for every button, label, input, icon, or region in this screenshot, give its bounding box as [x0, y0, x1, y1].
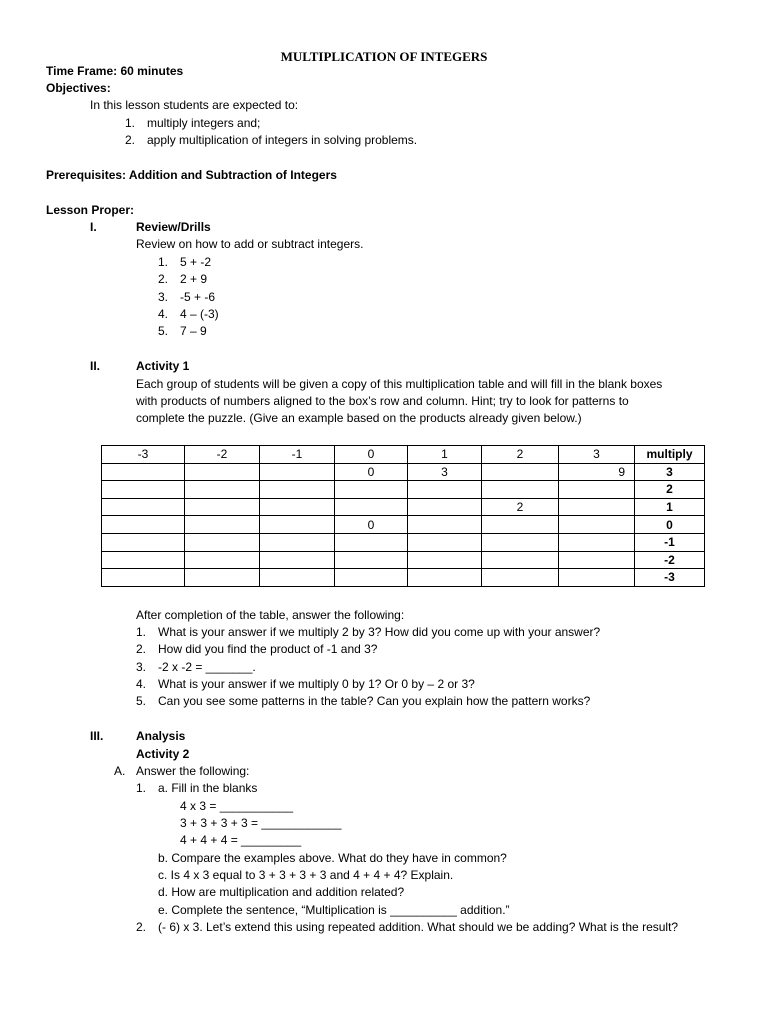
table-cell [559, 533, 635, 551]
table-cell: 0 [335, 516, 408, 534]
table-cell [408, 551, 482, 569]
table-cell [559, 551, 635, 569]
activity-1-paragraph-line: Each group of students will be given a copy of this multiplication table and will fill in the blank boxes [136, 377, 663, 391]
table-cell [102, 533, 185, 551]
table-cell: 0 [335, 463, 408, 481]
question-number: 2. [136, 642, 147, 656]
table-row [102, 481, 705, 499]
section-3-heading: Analysis [136, 729, 186, 743]
table-header-cell: -3 [102, 446, 185, 464]
section-1-intro: Review on how to add or subtract integers. [136, 237, 364, 251]
activity-1-paragraph-line: complete the puzzle. (Give an example based on the products already given below.) [136, 411, 582, 425]
drill-number: 3. [158, 290, 169, 304]
drill-text: -5 + -6 [180, 290, 216, 304]
table-cell [559, 516, 635, 534]
table-cell [102, 498, 185, 516]
table-row-factor: -3 [635, 569, 705, 587]
item-1-number: 1. [136, 781, 147, 795]
table-header-multiply: multiply [635, 446, 705, 464]
objectives-heading: Objectives: [46, 81, 111, 95]
section-1-number: I. [90, 220, 97, 234]
sub-question: b. Compare the examples above. What do they have in common? [158, 851, 507, 865]
activity-1-paragraph-line: with products of numbers aligned to the box’s row and column. Hint; try to look for patterns to [136, 394, 629, 408]
table-cell [102, 569, 185, 587]
table-cell [559, 498, 635, 516]
table-cell [335, 481, 408, 499]
question-text: What is your answer if we multiply 0 by 1? Or 0 by – 2 or 3? [158, 677, 475, 691]
objective-text: multiply integers and; [147, 116, 261, 130]
table-cell [408, 569, 482, 587]
table-cell [482, 569, 559, 587]
question-number: 1. [136, 625, 147, 639]
lesson-proper-heading: Lesson Proper: [46, 203, 135, 217]
table-header-cell: 0 [335, 446, 408, 464]
section-2-heading: Activity 1 [136, 359, 190, 373]
question-text: How did you find the product of -1 and 3? [158, 642, 378, 656]
table-row-factor: 1 [635, 498, 705, 516]
item-2-text: (- 6) x 3. Let’s extend this using repeated addition. What should we be adding? What is the result? [158, 920, 679, 934]
drill-number: 5. [158, 324, 169, 338]
table-cell [102, 481, 185, 499]
table-cell [185, 481, 260, 499]
table-cell [185, 516, 260, 534]
table-cell [335, 533, 408, 551]
table-header-cell: 2 [482, 446, 559, 464]
table-cell [102, 463, 185, 481]
drill-text: 4 – (-3) [180, 307, 219, 321]
table-header-cell: -1 [260, 446, 335, 464]
table-header-cell: -2 [185, 446, 260, 464]
question-number: 4. [136, 677, 147, 691]
table-cell [482, 481, 559, 499]
table-cell [559, 569, 635, 587]
table-cell [260, 533, 335, 551]
drill-text: 5 + -2 [180, 255, 212, 269]
table-row [102, 551, 705, 569]
table-cell [102, 551, 185, 569]
part-a-label: A. [114, 764, 126, 778]
multiplication-table [101, 445, 705, 587]
table-cell: 3 [408, 463, 482, 481]
drill-text: 7 – 9 [180, 324, 207, 338]
prerequisites: Prerequisites: Addition and Subtraction of Integers [46, 168, 337, 182]
table-cell [260, 569, 335, 587]
table-row [102, 569, 705, 587]
drill-number: 1. [158, 255, 169, 269]
table-header-cell: 3 [559, 446, 635, 464]
fill-blank-line: 4 x 3 = ___________ [180, 799, 294, 813]
table-cell: 9 [559, 463, 635, 481]
question-number: 5. [136, 694, 147, 708]
table-cell [482, 551, 559, 569]
objective-text: apply multiplication of integers in solving problems. [147, 133, 418, 147]
item-1a-text: a. Fill in the blanks [158, 781, 258, 795]
table-row-factor: -2 [635, 551, 705, 569]
table-cell [482, 533, 559, 551]
table-row [102, 498, 705, 516]
item-2-number: 2. [136, 920, 147, 934]
page-title: MULTIPLICATION OF INTEGERS [280, 49, 488, 64]
objective-number: 1. [125, 116, 136, 130]
table-cell [482, 516, 559, 534]
question-text: Can you see some patterns in the table? Can you explain how the pattern works? [158, 694, 591, 708]
objectives-intro: In this lesson students are expected to: [90, 98, 299, 112]
activity-2-heading: Activity 2 [136, 747, 190, 761]
question-text: What is your answer if we multiply 2 by 3? How did you come up with your answer? [158, 625, 601, 639]
table-cell [335, 569, 408, 587]
table-cell [185, 533, 260, 551]
sub-question: e. Complete the sentence, “Multiplication is __________ addition.” [158, 903, 510, 917]
table-cell [482, 463, 559, 481]
table-row [102, 463, 705, 481]
sub-question: c. Is 4 x 3 equal to 3 + 3 + 3 + 3 and 4 + 4 + 4? Explain. [158, 868, 454, 882]
table-cell [408, 516, 482, 534]
table-cell [260, 498, 335, 516]
table-cell [408, 533, 482, 551]
after-table-intro: After completion of the table, answer the following: [136, 608, 405, 622]
table-row-factor: 2 [635, 481, 705, 499]
sub-question: d. How are multiplication and addition related? [158, 885, 405, 899]
drill-text: 2 + 9 [180, 272, 208, 286]
question-number: 3. [136, 660, 147, 674]
table-row [102, 516, 705, 534]
table-cell [260, 551, 335, 569]
part-a-text: Answer the following: [136, 764, 250, 778]
table-cell [260, 463, 335, 481]
table-cell [408, 481, 482, 499]
section-1-heading: Review/Drills [136, 220, 211, 234]
fill-blank-line: 3 + 3 + 3 + 3 = ____________ [180, 816, 342, 830]
table-cell [185, 463, 260, 481]
fill-blank-line: 4 + 4 + 4 = _________ [180, 833, 302, 847]
section-3-number: III. [90, 729, 104, 743]
table-header-cell: 1 [408, 446, 482, 464]
table-cell [559, 481, 635, 499]
table-cell [185, 551, 260, 569]
table-cell [185, 569, 260, 587]
table-cell [335, 498, 408, 516]
objective-number: 2. [125, 133, 136, 147]
time-frame: Time Frame: 60 minutes [46, 64, 184, 78]
drill-number: 4. [158, 307, 169, 321]
table-cell [260, 481, 335, 499]
table-cell [408, 498, 482, 516]
table-cell [102, 516, 185, 534]
table-row-factor: 3 [635, 463, 705, 481]
table-cell [185, 498, 260, 516]
table-row [102, 533, 705, 551]
table-cell: 2 [482, 498, 559, 516]
section-2-number: II. [90, 359, 101, 373]
question-text: -2 x -2 = _______. [158, 660, 256, 674]
table-row-factor: -1 [635, 533, 705, 551]
table-cell [260, 516, 335, 534]
table-header-row [102, 446, 705, 464]
drill-number: 2. [158, 272, 169, 286]
table-row-factor: 0 [635, 516, 705, 534]
table-cell [335, 551, 408, 569]
